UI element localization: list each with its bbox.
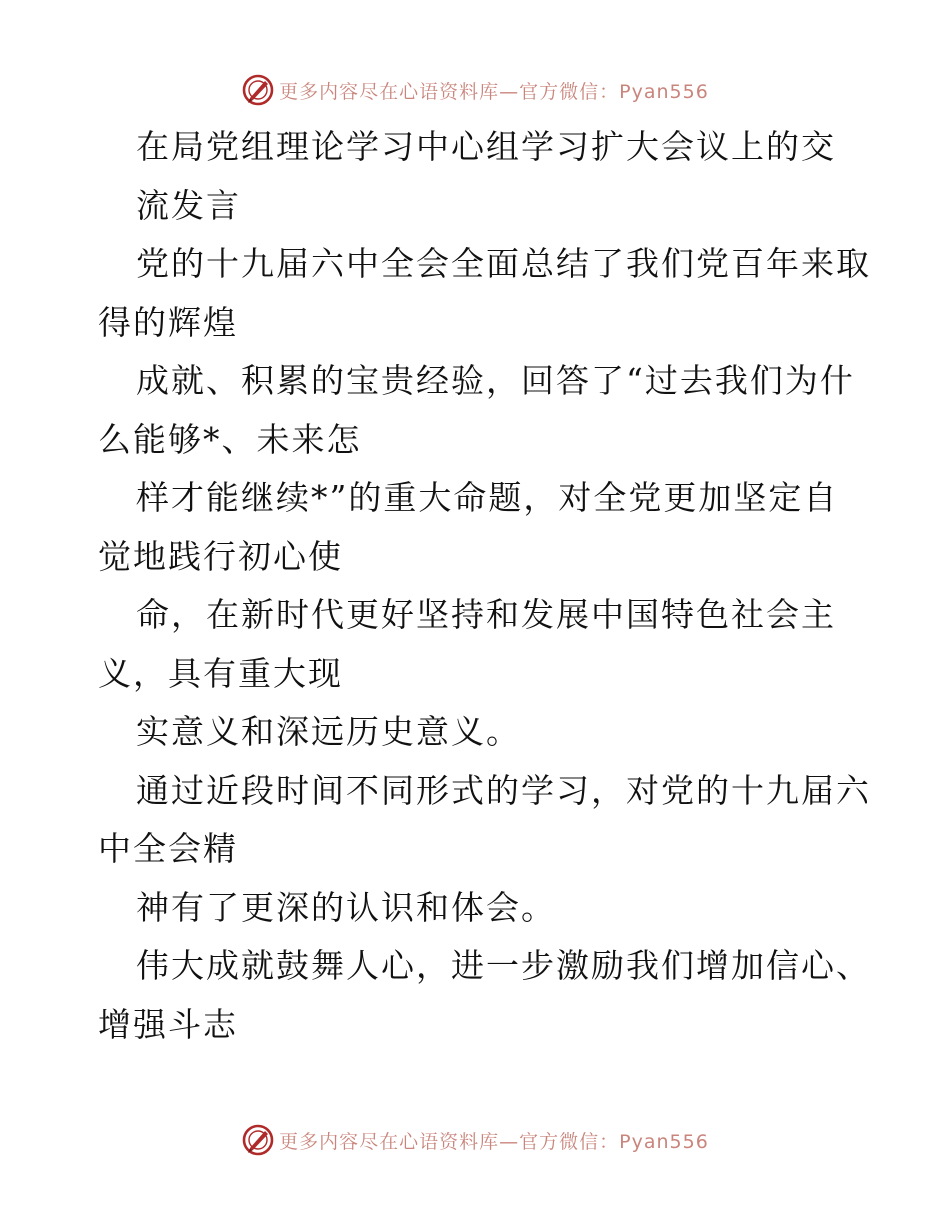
document-line: 党的十九届六中全会全面总结了我们党百年来取	[136, 244, 871, 283]
document-line: 觉地践行初心使	[98, 536, 343, 576]
document-line: 神有了更深的认识和体会。	[136, 887, 556, 927]
document-line: 伟大成就鼓舞人心，进一步激励我们增加信心、	[136, 946, 871, 985]
document-line: 在局党组理论学习中心组学习扩大会议上的交	[136, 127, 836, 166]
document-line: 义，具有重大现	[98, 653, 343, 693]
quill-pen-logo-icon	[241, 1123, 275, 1157]
document-line: 增强斗志	[98, 1004, 238, 1044]
document-line: 命，在新时代更好坚持和发展中国特色社会主	[136, 595, 836, 634]
footer-banner	[0, 1120, 950, 1160]
document-line: 么能够*、未来怎	[98, 419, 362, 459]
document-line: 通过近段时间不同形式的学习，对党的十九届六	[136, 770, 871, 810]
document-line: 样才能继续*”的重大命题，对全党更加坚定自	[136, 478, 839, 517]
document-line: 实意义和深远历史意义。	[136, 712, 521, 751]
document-line: 得的辉煌	[98, 302, 238, 342]
header-banner	[0, 70, 950, 110]
document-body	[98, 118, 871, 1054]
document-line: 中全会精	[98, 829, 238, 868]
banner-text: 更多内容尽在心语资料库—官方微信：Pyan556	[279, 80, 709, 103]
document-line: 流发言	[136, 185, 241, 225]
quill-pen-logo-icon	[241, 73, 275, 107]
document-line: 成就、积累的宝贵经验，回答了“过去我们为什	[136, 361, 855, 400]
banner-text: 更多内容尽在心语资料库—官方微信：Pyan556	[279, 1130, 709, 1153]
